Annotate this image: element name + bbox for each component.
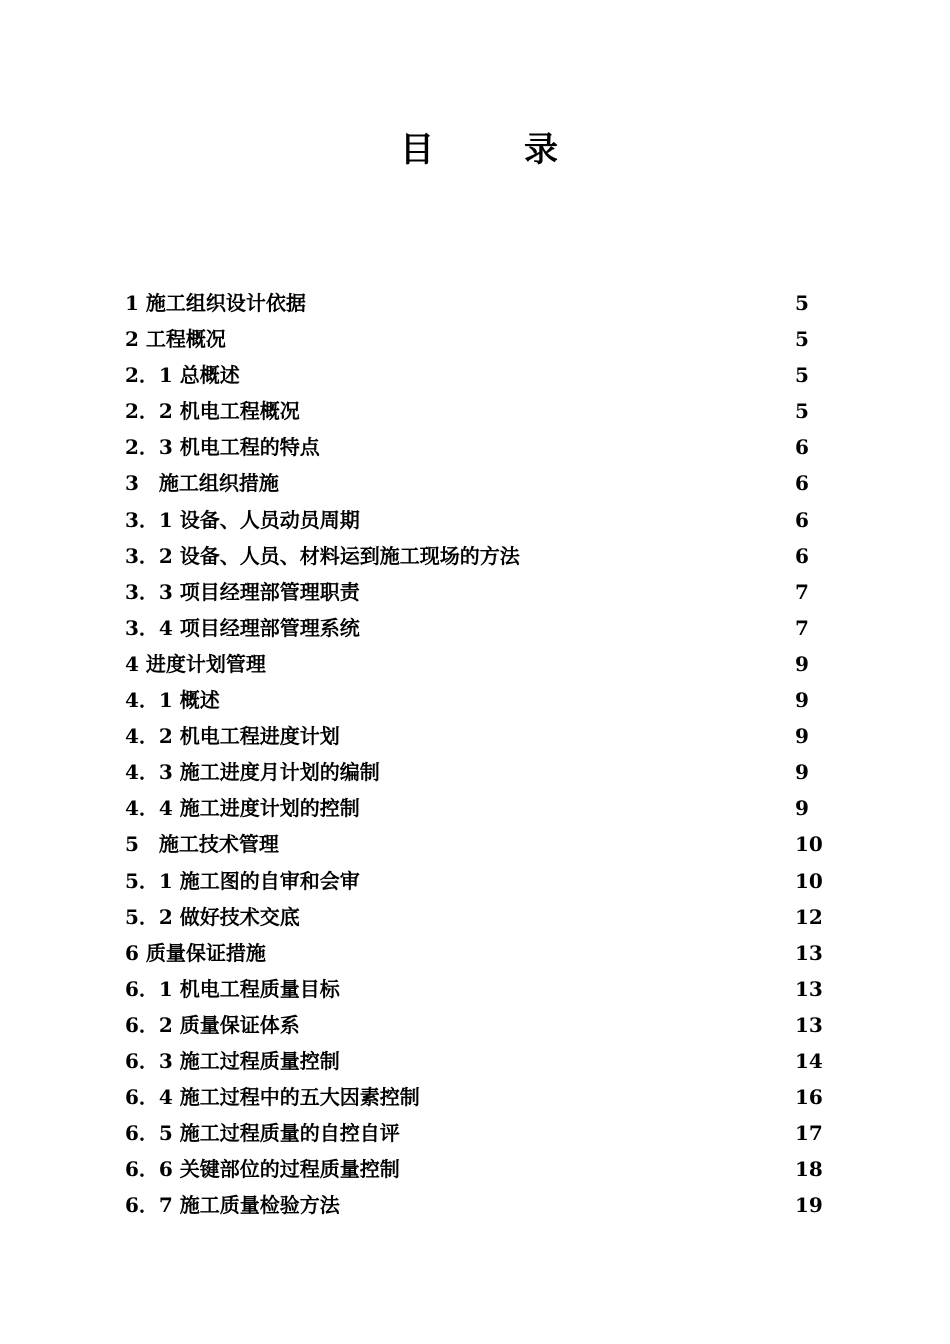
toc-entry-title: 3 施工组织措施: [125, 471, 279, 496]
toc-entry[interactable]: [125, 285, 825, 321]
toc-entry[interactable]: [125, 1043, 825, 1079]
toc-entry[interactable]: [125, 1079, 825, 1115]
toc-entry-page-number: 7: [795, 615, 809, 640]
toc-entry[interactable]: [125, 790, 825, 826]
toc-entry-page-number: 14: [795, 1048, 823, 1073]
toc-entry[interactable]: [125, 1151, 825, 1187]
toc-entry-page-number: 9: [795, 760, 809, 785]
toc-entry-title: 6．3 施工过程质量控制: [125, 1048, 340, 1073]
toc-entry-page-number: 19: [795, 1193, 823, 1218]
toc-entry-page-number: 9: [795, 688, 809, 713]
toc-entry-page-number: 10: [795, 832, 823, 857]
toc-entry-title: 6．1 机电工程质量目标: [125, 976, 340, 1001]
toc-entry-page-number: 9: [795, 651, 809, 676]
toc-entry[interactable]: [125, 1007, 825, 1043]
toc-entry[interactable]: [125, 682, 825, 718]
toc-entry-page-number: 5: [795, 327, 809, 352]
toc-entry[interactable]: [125, 321, 825, 357]
toc-entry-page-number: 9: [795, 796, 809, 821]
toc-entry-page-number: 6: [795, 471, 809, 496]
toc-entry-title: 3．2 设备、人员、材料运到施工现场的方法: [125, 543, 520, 568]
toc-entry-title: 5．2 做好技术交底: [125, 904, 300, 929]
toc-entry-title: 4．4 施工进度计划的控制: [125, 796, 360, 821]
toc-entry[interactable]: [125, 899, 825, 935]
toc-entry-page-number: 6: [795, 507, 809, 532]
table-of-contents: [125, 285, 825, 1223]
toc-entry-title: 3．3 项目经理部管理职责: [125, 579, 360, 604]
toc-entry[interactable]: [125, 754, 825, 790]
toc-entry-title: 6．5 施工过程质量的自控自评: [125, 1121, 400, 1146]
toc-entry[interactable]: [125, 429, 825, 465]
toc-entry-title: 4．3 施工进度月计划的编制: [125, 760, 380, 785]
toc-entry-title: 3．4 项目经理部管理系统: [125, 615, 360, 640]
toc-entry-page-number: 13: [795, 940, 823, 965]
toc-entry[interactable]: [125, 971, 825, 1007]
toc-entry-title: 6 质量保证措施: [125, 940, 266, 965]
toc-entry-title: 3．1 设备、人员动员周期: [125, 507, 360, 532]
toc-entry-title: 5．1 施工图的自审和会审: [125, 868, 360, 893]
toc-entry[interactable]: [125, 502, 825, 538]
toc-entry-title: 2．2 机电工程概况: [125, 399, 300, 424]
toc-entry[interactable]: [125, 826, 825, 862]
toc-entry-page-number: 17: [795, 1121, 823, 1146]
toc-entry-title: 2．1 总概述: [125, 363, 240, 388]
toc-entry-title: 4 进度计划管理: [125, 651, 266, 676]
toc-entry-title: 2．3 机电工程的特点: [125, 435, 320, 460]
toc-entry[interactable]: [125, 393, 825, 429]
toc-entry-title: 1 施工组织设计依据: [125, 291, 306, 315]
toc-entry[interactable]: [125, 1115, 825, 1151]
toc-entry[interactable]: [125, 935, 825, 971]
toc-entry-page-number: 16: [795, 1085, 823, 1110]
toc-entry[interactable]: [125, 538, 825, 574]
toc-entry-title: 6．4 施工过程中的五大因素控制: [125, 1085, 420, 1110]
toc-entry[interactable]: [125, 465, 825, 501]
toc-entry[interactable]: [125, 1187, 825, 1223]
toc-entry[interactable]: [125, 610, 825, 646]
toc-entry[interactable]: [125, 863, 825, 899]
toc-entry-page-number: 5: [795, 399, 809, 424]
toc-entry-page-number: 5: [795, 363, 809, 388]
toc-entry[interactable]: [125, 574, 825, 610]
toc-entry-page-number: 18: [795, 1157, 823, 1182]
toc-entry-title: 6．7 施工质量检验方法: [125, 1193, 340, 1218]
toc-entry-page-number: 12: [795, 904, 823, 929]
toc-entry[interactable]: [125, 646, 825, 682]
toc-entry-page-number: 13: [795, 1012, 823, 1037]
toc-entry-title: 4．2 机电工程进度计划: [125, 724, 340, 749]
toc-entry-title: 2 工程概况: [125, 327, 226, 352]
toc-entry-title: 4．1 概述: [125, 688, 220, 713]
toc-entry-page-number: 6: [795, 543, 809, 568]
toc-entry[interactable]: [125, 357, 825, 393]
toc-entry-page-number: 9: [795, 724, 809, 749]
toc-entry-page-number: 5: [795, 291, 809, 315]
toc-entry-page-number: 13: [795, 976, 823, 1001]
toc-entry-title: 5 施工技术管理: [125, 832, 279, 857]
toc-entry-page-number: 7: [795, 579, 809, 604]
toc-entry-title: 6．2 质量保证体系: [125, 1012, 300, 1037]
toc-entry[interactable]: [125, 718, 825, 754]
toc-entry-page-number: 10: [795, 868, 823, 893]
page-title: 目 录: [400, 130, 586, 170]
toc-entry-title: 6．6 关键部位的过程质量控制: [125, 1157, 400, 1182]
toc-entry-page-number: 6: [795, 435, 809, 460]
